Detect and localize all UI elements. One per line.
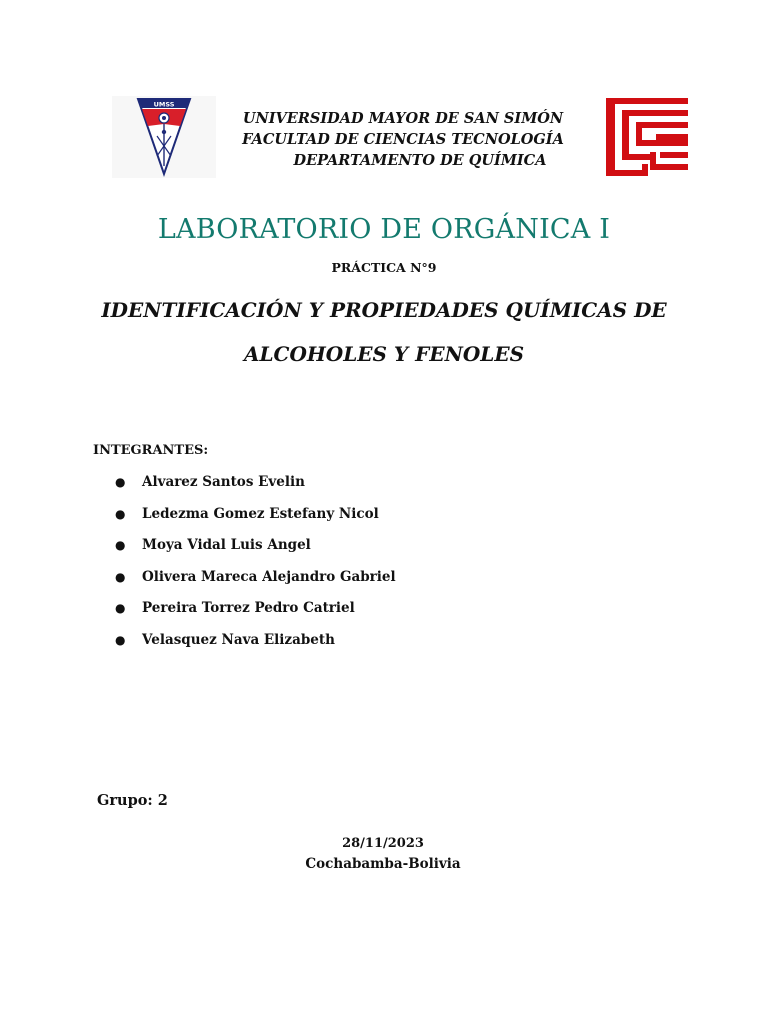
group-number: Grupo: 2 [97, 792, 168, 809]
list-item [112, 504, 396, 536]
members-list [112, 472, 396, 662]
bullet-icon: ● [115, 506, 126, 521]
bullet-icon: ● [115, 569, 126, 584]
svg-text:UMSS: UMSS [153, 100, 175, 109]
department-name: DEPARTAMENTO DE QUÍMICA [293, 152, 547, 169]
bullet-icon: ● [115, 475, 126, 489]
member-name: Olivera Mareca Alejandro Gabriel [142, 568, 396, 585]
member-name: Pereira Torrez Pedro Catriel [142, 600, 355, 617]
bullet-icon: ● [115, 632, 126, 647]
bullet-icon: ● [115, 538, 126, 553]
member-name: Velasquez Nava Elizabeth [142, 631, 335, 648]
institution-header [200, 108, 606, 171]
list-item [112, 630, 396, 662]
member-name: Ledezma Gomez Estefany Nicol [142, 505, 379, 522]
faculty-maze-logo-icon [604, 98, 688, 176]
location: Cochabamba-Bolivia [305, 856, 461, 872]
bullet-icon: ● [115, 601, 126, 616]
date: 28/11/2023 [342, 836, 424, 851]
practice-number: PRÁCTICA N°9 [331, 260, 437, 275]
main-title-line-2: ALCOHOLES Y FENOLES [243, 342, 525, 366]
lab-title: LABORATORIO DE ORGÁNICA I [157, 214, 611, 245]
member-name: Moya Vidal Luis Angel [142, 537, 311, 554]
list-item [112, 472, 396, 504]
list-item [112, 535, 396, 567]
main-title-line-1: IDENTIFICACIÓN Y PROPIEDADES QUÍMICAS DE [101, 298, 667, 322]
university-name: UNIVERSIDAD MAYOR DE SAN SIMÓN [242, 110, 564, 127]
list-item [112, 567, 396, 599]
member-name: Alvarez Santos Evelin [142, 474, 305, 490]
faculty-name: FACULTAD DE CIENCIAS TECNOLOGÍA [242, 131, 564, 148]
list-item [112, 598, 396, 630]
main-title [40, 288, 728, 376]
members-label: INTEGRANTES: [93, 443, 209, 458]
